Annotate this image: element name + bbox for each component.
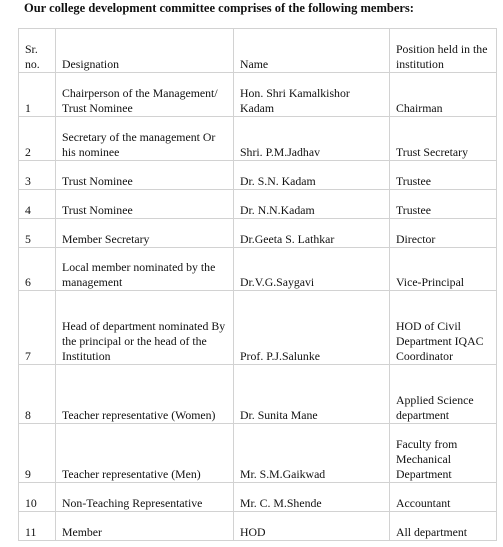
table-row (19, 512, 497, 541)
cell-sr: 7 (19, 291, 56, 365)
cell-sr: 11 (19, 512, 56, 541)
cell-position: All department (390, 512, 497, 541)
cell-designation: Trust Nominee (56, 161, 234, 190)
cell-position: Vice-Principal (390, 248, 497, 291)
cell-name: Dr. N.N.Kadam (234, 190, 390, 219)
cell-designation: Teacher representative (Women) (56, 365, 234, 424)
cell-designation: Member Secretary (56, 219, 234, 248)
cell-designation: Trust Nominee (56, 190, 234, 219)
page-heading: Our college development committee comprises of the following members: (24, 1, 414, 15)
cell-name: Mr. S.M.Gaikwad (234, 424, 390, 483)
cell-designation: Local member nominated by the management (56, 248, 234, 291)
cell-sr: 3 (19, 161, 56, 190)
cell-position: Trustee (390, 190, 497, 219)
cell-name: Dr. S.N. Kadam (234, 161, 390, 190)
header-position: Position held in the institution (390, 29, 497, 73)
cell-sr: 6 (19, 248, 56, 291)
cell-designation: Chairperson of the Management/ Trust Nominee (56, 73, 234, 117)
cell-name: Hon. Shri Kamalkishor Kadam (234, 73, 390, 117)
cell-designation: Secretary of the management Or his nominee (56, 117, 234, 161)
cell-designation: Member (56, 512, 234, 541)
header-name: Name (234, 29, 390, 73)
cell-sr: 8 (19, 365, 56, 424)
table-row (19, 117, 497, 161)
cell-sr: 9 (19, 424, 56, 483)
table-row (19, 219, 497, 248)
table-row (19, 248, 497, 291)
cell-sr: 2 (19, 117, 56, 161)
table-row (19, 161, 497, 190)
cell-position: Chairman (390, 73, 497, 117)
cell-sr: 10 (19, 483, 56, 512)
table-header-row (19, 29, 497, 73)
cell-name: Shri. P.M.Jadhav (234, 117, 390, 161)
cell-designation: Non-Teaching Representative (56, 483, 234, 512)
table-row (19, 291, 497, 365)
table-row (19, 73, 497, 117)
cell-sr: 4 (19, 190, 56, 219)
table-row (19, 424, 497, 483)
cell-position: Faculty from Mechanical Department (390, 424, 497, 483)
table-row (19, 483, 497, 512)
header-sr-no (19, 29, 56, 73)
cell-sr: 5 (19, 219, 56, 248)
cell-designation: Head of department nominated By the principal or the head of the Institution (56, 291, 234, 365)
cell-name: HOD (234, 512, 390, 541)
committee-members-table (18, 28, 497, 541)
cell-name: Mr. C. M.Shende (234, 483, 390, 512)
cell-position: Applied Science department (390, 365, 497, 424)
cell-name: Dr. Sunita Mane (234, 365, 390, 424)
table-row (19, 365, 497, 424)
cell-name: Dr.Geeta S. Lathkar (234, 219, 390, 248)
table-row (19, 190, 497, 219)
cell-position: HOD of Civil Department IQAC Coordinator (390, 291, 497, 365)
header-designation: Designation (56, 29, 234, 73)
cell-position: Trustee (390, 161, 497, 190)
cell-sr: 1 (19, 73, 56, 117)
cell-position: Trust Secretary (390, 117, 497, 161)
cell-designation: Teacher representative (Men) (56, 424, 234, 483)
cell-name: Dr.V.G.Saygavi (234, 248, 390, 291)
cell-position: Director (390, 219, 497, 248)
cell-name: Prof. P.J.Salunke (234, 291, 390, 365)
cell-position: Accountant (390, 483, 497, 512)
header-sr-no-text: Sr. no. (25, 42, 40, 71)
